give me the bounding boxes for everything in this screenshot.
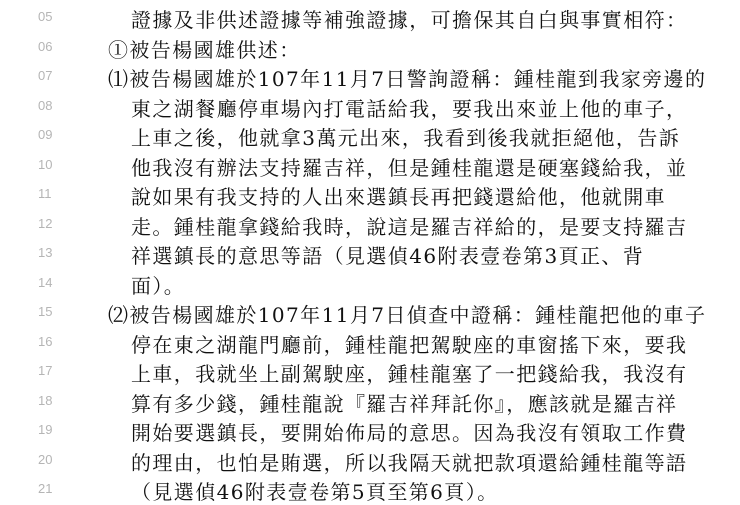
- line-text: 上車，我就坐上副駕駛座，鍾桂龍塞了一把錢給我，我沒有: [131, 362, 688, 386]
- document-line: [0, 387, 740, 417]
- line-number: 19: [38, 422, 53, 437]
- line-text: 證據及非供述證據等補強證據，可擔保其自白與事實相符：: [131, 8, 688, 32]
- line-text: 面）。: [131, 273, 186, 298]
- line-number: 13: [38, 245, 53, 260]
- line-text: ⑴被告楊國雄於107年11月7日警詢證稱：鍾桂龍到我家旁邊的: [108, 67, 707, 91]
- document-line: [0, 416, 740, 446]
- document-line: [0, 62, 740, 92]
- line-text: 東之湖餐廳停車場內打電話給我，要我出來並上他的車子，: [131, 96, 688, 121]
- document-line: [0, 239, 740, 269]
- line-number: 05: [38, 9, 53, 24]
- line-text: ①被告楊國雄供述：: [108, 37, 301, 62]
- document-line: [0, 92, 740, 122]
- line-text: 的理由，也怕是賄選，所以我隔天就把款項還給鍾桂龍等語: [131, 450, 688, 475]
- line-number: 06: [38, 38, 53, 54]
- document-line: [0, 210, 740, 240]
- document-line: [0, 475, 740, 505]
- line-text: 停在東之湖龍門廳前，鍾桂龍把駕駛座的車窗搖下來，要我: [131, 332, 688, 357]
- line-number: 11: [38, 186, 52, 201]
- line-number: 16: [38, 333, 53, 349]
- document-line: [0, 151, 740, 181]
- document-line: [0, 328, 740, 358]
- line-number: 10: [38, 156, 53, 172]
- line-number: 12: [38, 215, 53, 231]
- document-line: [0, 3, 740, 33]
- line-number: 17: [38, 363, 53, 378]
- line-text: 走。鍾桂龍拿錢給我時，說這是羅吉祥給的，是要支持羅吉: [131, 214, 688, 239]
- line-number: 20: [38, 451, 53, 467]
- line-text: 說如果有我支持的人出來選鎮長再把錢還給他，他就開車: [131, 185, 666, 209]
- document-line: [0, 180, 740, 210]
- line-number: 15: [38, 304, 53, 319]
- line-text: 祥選鎮長的意思等語（見選偵46附表壹卷第3頁正、背: [131, 244, 645, 268]
- document-line: [0, 33, 740, 63]
- document-line: [0, 121, 740, 151]
- document-line: [0, 298, 740, 328]
- document-line: [0, 269, 740, 299]
- line-number: 08: [38, 97, 53, 113]
- line-number: 14: [38, 274, 53, 290]
- document-line: [0, 357, 740, 387]
- line-text: 開始要選鎮長，要開始佈局的意思。因為我沒有領取工作費: [131, 421, 688, 445]
- line-number: 07: [38, 68, 53, 83]
- document-line: [0, 446, 740, 476]
- line-text: ⑵被告楊國雄於107年11月7日偵查中證稱：鍾桂龍把他的車子: [108, 303, 707, 327]
- line-number: 18: [38, 392, 53, 408]
- line-number: 09: [38, 127, 53, 142]
- line-number: 21: [38, 481, 53, 496]
- line-text: 他我沒有辦法支持羅吉祥，但是鍾桂龍還是硬塞錢給我，並: [131, 155, 688, 180]
- line-text: 算有多少錢，鍾桂龍說『羅吉祥拜託你』，應該就是羅吉祥: [131, 391, 678, 416]
- line-text: 上車之後，他就拿3萬元出來，我看到後我就拒絕他，告訴: [131, 126, 681, 150]
- line-text: （見選偵46附表壹卷第5頁至第6頁）。: [131, 480, 499, 504]
